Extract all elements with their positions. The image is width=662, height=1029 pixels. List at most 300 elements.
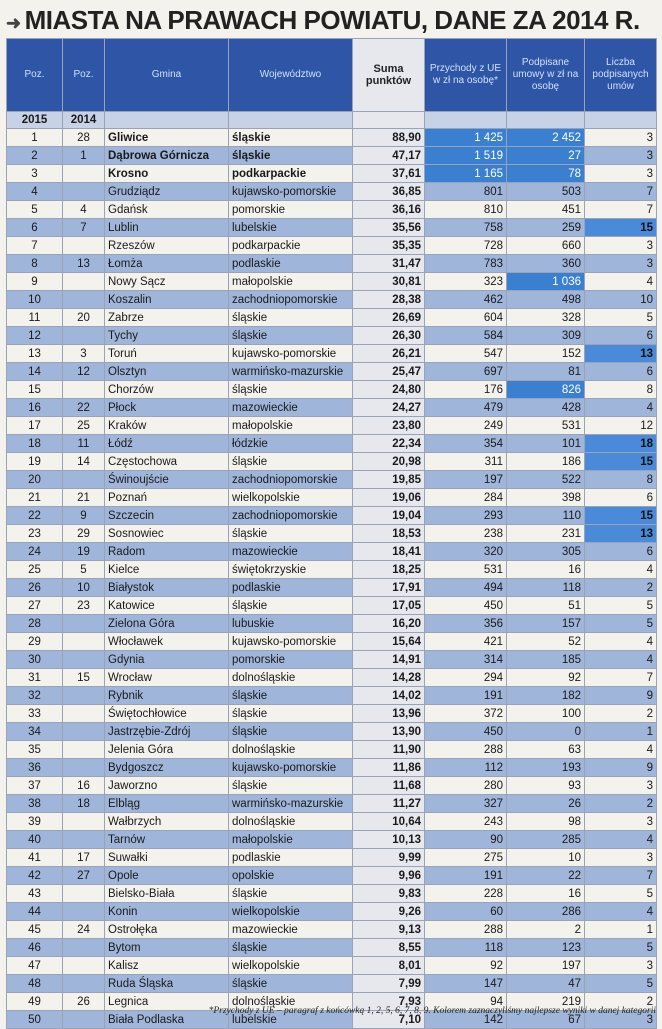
table-row [7,273,657,291]
rank-2014: 27 [63,867,105,885]
voivodeship: zachodniopomorskie [229,291,353,309]
rank-2014: 20 [63,309,105,327]
table-row [7,363,657,381]
rank-2015: 2 [7,147,63,165]
rank-2014: 23 [63,597,105,615]
city-name: Zabrze [105,309,229,327]
voivodeship: dolnośląskie [229,813,353,831]
signed-contracts: 157 [507,615,585,633]
signed-contracts: 531 [507,417,585,435]
city-name: Toruń [105,345,229,363]
points-sum: 14,02 [353,687,425,705]
contracts-count: 10 [585,291,657,309]
rank-2014 [63,759,105,777]
rank-2014 [63,273,105,291]
signed-contracts: 27 [507,147,585,165]
eu-income: 311 [425,453,507,471]
rank-2015: 24 [7,543,63,561]
points-sum: 8,01 [353,957,425,975]
points-sum: 25,47 [353,363,425,381]
signed-contracts: 660 [507,237,585,255]
rank-2014: 11 [63,435,105,453]
points-sum: 24,27 [353,399,425,417]
rank-2014: 3 [63,345,105,363]
contracts-count: 4 [585,633,657,651]
signed-contracts: 2 452 [507,129,585,147]
table-row [7,489,657,507]
city-name: Łódź [105,435,229,453]
rank-2015: 42 [7,867,63,885]
voivodeship: kujawsko-pomorskie [229,183,353,201]
city-name: Tarnów [105,831,229,849]
city-name: Łomża [105,255,229,273]
points-sum: 7,93 [353,993,425,1011]
voivodeship: śląskie [229,129,353,147]
signed-contracts: 63 [507,741,585,759]
table-row [7,867,657,885]
table-row [7,651,657,669]
eu-income: 783 [425,255,507,273]
eu-income: 479 [425,399,507,417]
eu-income: 60 [425,903,507,921]
table-row [7,147,657,165]
table-row [7,777,657,795]
city-name: Rybnik [105,687,229,705]
rank-2015: 14 [7,363,63,381]
voivodeship: małopolskie [229,273,353,291]
eu-income: 191 [425,867,507,885]
rank-2015: 32 [7,687,63,705]
city-name: Szczecin [105,507,229,525]
rank-2015: 3 [7,165,63,183]
rank-2015: 41 [7,849,63,867]
rank-2015: 11 [7,309,63,327]
contracts-count: 8 [585,471,657,489]
signed-contracts: 78 [507,165,585,183]
voivodeship: śląskie [229,975,353,993]
city-name: Rzeszów [105,237,229,255]
rank-2014 [63,723,105,741]
city-name: Koszalin [105,291,229,309]
table-row [7,453,657,471]
city-name: Kielce [105,561,229,579]
table-row [7,129,657,147]
rank-2015: 43 [7,885,63,903]
points-sum: 14,28 [353,669,425,687]
table-row [7,939,657,957]
points-sum: 26,30 [353,327,425,345]
voivodeship: mazowieckie [229,921,353,939]
eu-income: 758 [425,219,507,237]
contracts-count: 4 [585,741,657,759]
rank-2014: 17 [63,849,105,867]
signed-contracts: 503 [507,183,585,201]
rank-2015: 7 [7,237,63,255]
rank-2014: 1 [63,147,105,165]
rank-2015: 47 [7,957,63,975]
eu-income: 314 [425,651,507,669]
points-sum: 18,25 [353,561,425,579]
contracts-count: 12 [585,417,657,435]
points-sum: 16,20 [353,615,425,633]
rank-2014: 10 [63,579,105,597]
contracts-count: 15 [585,453,657,471]
points-sum: 35,56 [353,219,425,237]
points-sum: 7,99 [353,975,425,993]
city-name: Jastrzębie-Zdrój [105,723,229,741]
rank-2015: 30 [7,651,63,669]
contracts-count: 7 [585,183,657,201]
rank-2014 [63,327,105,345]
contracts-count: 13 [585,525,657,543]
signed-contracts: 101 [507,435,585,453]
city-name: Bielsko-Biała [105,885,229,903]
contracts-count: 3 [585,957,657,975]
voivodeship: kujawsko-pomorskie [229,345,353,363]
table-row [7,165,657,183]
signed-contracts: 22 [507,867,585,885]
rank-2014 [63,237,105,255]
signed-contracts: 498 [507,291,585,309]
voivodeship: mazowieckie [229,399,353,417]
rank-2014 [63,741,105,759]
table-row [7,885,657,903]
rank-2014 [63,615,105,633]
voivodeship: śląskie [229,723,353,741]
contracts-count: 4 [585,399,657,417]
city-name: Ruda Śląska [105,975,229,993]
rank-2014: 21 [63,489,105,507]
rank-2015: 15 [7,381,63,399]
rank-2015: 19 [7,453,63,471]
table-row [7,345,657,363]
voivodeship: dolnośląskie [229,669,353,687]
header-suma: Suma punktów [353,39,425,112]
table-row [7,615,657,633]
rank-2015: 8 [7,255,63,273]
rank-2014 [63,939,105,957]
rank-2015: 45 [7,921,63,939]
points-sum: 30,81 [353,273,425,291]
eu-income: 697 [425,363,507,381]
voivodeship: kujawsko-pomorskie [229,759,353,777]
signed-contracts: 309 [507,327,585,345]
contracts-count: 6 [585,543,657,561]
table-row [7,903,657,921]
rank-2015: 5 [7,201,63,219]
points-sum: 9,13 [353,921,425,939]
signed-contracts: 305 [507,543,585,561]
table-row [7,291,657,309]
city-name: Jelenia Góra [105,741,229,759]
eu-income: 176 [425,381,507,399]
voivodeship: podlaskie [229,255,353,273]
points-sum: 13,90 [353,723,425,741]
header-podpisane: Podpisane umowy w zł na osobę [507,39,585,112]
contracts-count: 4 [585,903,657,921]
city-name: Radom [105,543,229,561]
rank-2015: 46 [7,939,63,957]
city-name: Gdańsk [105,201,229,219]
voivodeship: podlaskie [229,849,353,867]
eu-income: 112 [425,759,507,777]
rank-2015: 49 [7,993,63,1011]
signed-contracts: 522 [507,471,585,489]
rank-2014: 16 [63,777,105,795]
voivodeship: śląskie [229,885,353,903]
points-sum: 31,47 [353,255,425,273]
table-row [7,759,657,777]
header-gmina: Gmina [105,39,229,112]
rank-2015: 23 [7,525,63,543]
points-sum: 9,83 [353,885,425,903]
city-name: Kalisz [105,957,229,975]
contracts-count: 2 [585,705,657,723]
voivodeship: zachodniopomorskie [229,471,353,489]
eu-income: 249 [425,417,507,435]
contracts-count: 5 [585,597,657,615]
rank-2015: 39 [7,813,63,831]
voivodeship: lubelskie [229,219,353,237]
city-name: Białystok [105,579,229,597]
contracts-count: 13 [585,345,657,363]
signed-contracts: 93 [507,777,585,795]
rank-2014: 18 [63,795,105,813]
table-row [7,831,657,849]
contracts-count: 4 [585,273,657,291]
rank-2014: 12 [63,363,105,381]
rank-2014 [63,633,105,651]
contracts-count: 15 [585,507,657,525]
contracts-count: 7 [585,669,657,687]
eu-income: 450 [425,597,507,615]
rank-2015: 44 [7,903,63,921]
rank-2015: 33 [7,705,63,723]
eu-income: 280 [425,777,507,795]
city-name: Suwałki [105,849,229,867]
signed-contracts: 286 [507,903,585,921]
contracts-count: 3 [585,147,657,165]
rank-2014 [63,291,105,309]
eu-income: 293 [425,507,507,525]
city-name: Olsztyn [105,363,229,381]
points-sum: 7,10 [353,1011,425,1029]
points-sum: 20,98 [353,453,425,471]
signed-contracts: 219 [507,993,585,1011]
city-name: Włocławek [105,633,229,651]
table-row [7,687,657,705]
contracts-count: 3 [585,813,657,831]
signed-contracts: 197 [507,957,585,975]
points-sum: 35,35 [353,237,425,255]
footnote: *Przychody z UE – paragraf z końcówką 1, 2, 5, 6, 7, 8, 9. Kolorem zaznaczyliśmy najlepsze wyniki w danej kategorii [208,1006,656,1016]
table-row [7,507,657,525]
voivodeship: śląskie [229,453,353,471]
eu-income: 92 [425,957,507,975]
rank-2014: 29 [63,525,105,543]
voivodeship: opolskie [229,867,353,885]
contracts-count: 5 [585,975,657,993]
points-sum: 36,85 [353,183,425,201]
rank-2014 [63,705,105,723]
city-name: Lublin [105,219,229,237]
contracts-count: 3 [585,129,657,147]
city-name: Nowy Sącz [105,273,229,291]
voivodeship: małopolskie [229,417,353,435]
table-row [7,237,657,255]
voivodeship: zachodniopomorskie [229,507,353,525]
points-sum: 9,99 [353,849,425,867]
rank-2014: 24 [63,921,105,939]
signed-contracts: 186 [507,453,585,471]
points-sum: 88,90 [353,129,425,147]
voivodeship: lubuskie [229,615,353,633]
points-sum: 9,96 [353,867,425,885]
rank-2014 [63,885,105,903]
points-sum: 37,61 [353,165,425,183]
signed-contracts: 398 [507,489,585,507]
city-name: Biała Podlaska [105,1011,229,1029]
signed-contracts: 360 [507,255,585,273]
rank-2015: 1 [7,129,63,147]
eu-income: 1 165 [425,165,507,183]
rank-2015: 4 [7,183,63,201]
rank-2015: 22 [7,507,63,525]
year-2014: 2014 [63,112,105,129]
table-row [7,633,657,651]
signed-contracts: 26 [507,795,585,813]
rank-2015: 6 [7,219,63,237]
table-row [7,219,657,237]
eu-income: 494 [425,579,507,597]
contracts-count: 3 [585,777,657,795]
voivodeship: warmińsko-mazurskie [229,363,353,381]
signed-contracts: 16 [507,885,585,903]
contracts-count: 9 [585,759,657,777]
rank-2015: 26 [7,579,63,597]
header-przychody: Przychody z UE w zł na osobę* [425,39,507,112]
rank-2015: 10 [7,291,63,309]
table-row [7,327,657,345]
signed-contracts: 10 [507,849,585,867]
table-row [7,399,657,417]
rank-2014 [63,381,105,399]
points-sum: 10,64 [353,813,425,831]
eu-income: 294 [425,669,507,687]
city-name: Płock [105,399,229,417]
signed-contracts: 1 036 [507,273,585,291]
signed-contracts: 193 [507,759,585,777]
year-row [7,112,657,129]
eu-income: 320 [425,543,507,561]
city-name: Bytom [105,939,229,957]
contracts-count: 5 [585,939,657,957]
points-sum: 9,26 [353,903,425,921]
points-sum: 11,86 [353,759,425,777]
table-row [7,597,657,615]
rank-2014: 5 [63,561,105,579]
voivodeship: pomorskie [229,651,353,669]
rank-2014: 13 [63,255,105,273]
contracts-count: 4 [585,651,657,669]
voivodeship: wielkopolskie [229,489,353,507]
rank-2015: 38 [7,795,63,813]
eu-income: 327 [425,795,507,813]
table-row [7,471,657,489]
city-name: Konin [105,903,229,921]
eu-income: 284 [425,489,507,507]
rank-2015: 9 [7,273,63,291]
signed-contracts: 328 [507,309,585,327]
eu-income: 1 425 [425,129,507,147]
eu-income: 191 [425,687,507,705]
voivodeship: śląskie [229,147,353,165]
eu-income: 1 519 [425,147,507,165]
points-sum: 22,34 [353,435,425,453]
eu-income: 275 [425,849,507,867]
header-poz-2014: Poz. [63,39,105,112]
signed-contracts: 0 [507,723,585,741]
signed-contracts: 118 [507,579,585,597]
contracts-count: 9 [585,687,657,705]
rank-2014: 7 [63,219,105,237]
rank-2014: 4 [63,201,105,219]
voivodeship: śląskie [229,705,353,723]
eu-income: 228 [425,885,507,903]
city-name: Świętochłowice [105,705,229,723]
voivodeship: pomorskie [229,201,353,219]
rank-2014 [63,975,105,993]
signed-contracts: 51 [507,597,585,615]
city-name: Katowice [105,597,229,615]
table-row [7,435,657,453]
signed-contracts: 231 [507,525,585,543]
contracts-count: 18 [585,435,657,453]
city-name: Chorzów [105,381,229,399]
points-sum: 8,55 [353,939,425,957]
table-row [7,957,657,975]
rank-2014: 22 [63,399,105,417]
city-name: Grudziądz [105,183,229,201]
contracts-count: 2 [585,579,657,597]
rank-2015: 37 [7,777,63,795]
voivodeship: dolnośląskie [229,741,353,759]
signed-contracts: 152 [507,345,585,363]
city-name: Tychy [105,327,229,345]
table-row [7,309,657,327]
city-name: Wałbrzych [105,813,229,831]
table-row [7,795,657,813]
rank-2015: 25 [7,561,63,579]
voivodeship: śląskie [229,309,353,327]
voivodeship: śląskie [229,381,353,399]
contracts-count: 6 [585,489,657,507]
contracts-count: 8 [585,381,657,399]
eu-income: 288 [425,921,507,939]
table-row [7,579,657,597]
voivodeship: podkarpackie [229,237,353,255]
city-name: Elbląg [105,795,229,813]
signed-contracts: 16 [507,561,585,579]
eu-income: 584 [425,327,507,345]
city-name: Wrocław [105,669,229,687]
points-sum: 19,85 [353,471,425,489]
contracts-count: 2 [585,993,657,1011]
table-row [7,921,657,939]
signed-contracts: 185 [507,651,585,669]
rank-2015: 20 [7,471,63,489]
eu-income: 118 [425,939,507,957]
